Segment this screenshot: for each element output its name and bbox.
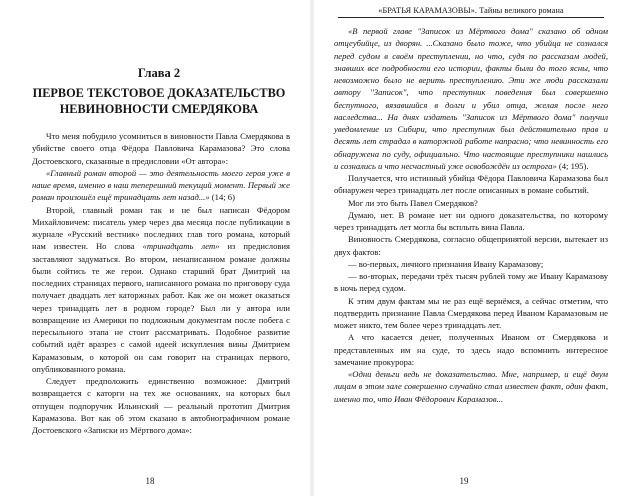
chapter-title bbox=[30, 85, 288, 117]
citation-ref: (4; 195). bbox=[556, 160, 589, 171]
left-page bbox=[0, 0, 310, 496]
chapter-title-line-2: НЕВИНОВНОСТИ СМЕРДЯКОВА bbox=[59, 102, 259, 116]
chapter-title-line-1: ПЕРВОЕ ТЕКСТОВОЕ ДОКАЗАТЕЛЬСТВО bbox=[32, 86, 286, 100]
quote-paragraph bbox=[334, 368, 608, 405]
chapter-label: Глава 2 bbox=[137, 66, 181, 80]
paragraph: Что меня побудило усомниться в виновности Павла Смердякова в убийстве своего отца Фёдора Павловича Карамазова? Это слова Достоевского, сказанные в предисловии «От автора»: bbox=[32, 131, 290, 166]
running-head: «БРАТЬЯ КАРАМАЗОВЫ». Тайны великого романа bbox=[338, 6, 604, 18]
quote-text: «Одни деньги ведь не доказательство. Мне, например, и ещё двум лицам в этом зале совершенно случайно стал известен факт, один факт, именно то, что Иван Фёдорович Карамазов... bbox=[334, 369, 608, 404]
paragraph: Думаю, нет. В романе нет ни одного доказательства, по которому через тринадцать лет могла бы всплыть вина Павла. bbox=[334, 209, 608, 232]
citation-ref: (14; 6) bbox=[209, 192, 235, 203]
right-body-text bbox=[334, 25, 608, 405]
paragraph: Получается, что истинный убийца Фёдора Павловича Карамазова был обнаружен через тринадцать лет после описанных в романе событий. bbox=[334, 173, 608, 196]
page-number-left: 18 bbox=[145, 476, 155, 486]
paragraph: К этим двум фактам мы не раз ещё вернёмся, а сейчас отметим, что подтвердить признание Павла Смердякова перед Иваном Карамазовым не может никто, тем более через тринадцать лет. bbox=[334, 295, 608, 330]
text-run: Второй, главный роман так и не был написан Фёдором Михайловичем: писатель умер через два месяца после публикации в журнале «Русский вестник» последних глав того романа, который нам известен. Но слова bbox=[32, 204, 290, 252]
list-item: — во-первых, личного признания Ивану Карамазову; bbox=[348, 258, 544, 269]
list-item: — во-вторых, передачи трёх тысяч рублей тому же Ивану Карамазову в ночь перед судом. bbox=[334, 271, 608, 294]
quote-text: «В первой главе "Записок из Мёртвого дома" сказано об одном отцеубийце, из дворян. ...Сказано было тоже, что убийца не сознался перед судом в своём преступлении, но что, судя по рассказам людей, знавших все подробности его истории, факты были до того ясны, что невозможно было не верить преступлению. Эти же люди рассказали автору "Записок", что преступник поведения был совершенно беспутного, вязавшийся в долги и убил отца, желая после него наследства... На днях издатель "Записок из Мёртвого дома" получил уведомление из Сибири, что преступник был действительно прав и десять лет страдал в каторжной работе напрасно; что невинность его обнаружена по суду, официально. Что настоящие преступники нашлись и сознались и что несчастный уже освобождён из острога» bbox=[334, 26, 608, 171]
paragraph: Виновность Смердякова, согласно общепринятой версии, вытекает из двух фактов: bbox=[334, 234, 608, 257]
paragraph: А что касается денег, полученных Иваном от Смердякова и представленных им на суде, то здесь надо вспомнить интересное замечание прокурора: bbox=[334, 332, 608, 367]
quote-text: «Главный роман второй — это деятельность моего героя уже в наше время, именно в наш теперешний текущий момент. Первый же роман произошёл ещё тринадцать лет назад...» bbox=[32, 167, 290, 203]
paragraph: Следует предположить единственно возможное: Дмитрий возвращается с каторги на тех же основаниях, на которых был отпущен подпоручик Ильинский — реальный прототип Дмитрия Карамазова. Вот как об этом сказано в автобиографичном романе Достоевского «Записки из Мёртвого дома»: bbox=[32, 376, 290, 435]
emphasis: «тринадцать лет» bbox=[142, 241, 220, 252]
text-run: из предисловия заставляют задуматься. Во втором, ненаписанном романе должны были сойтись те же герои. Однако старший брат Дмитрий на последних страницах первого, написанного романа по приговору суда получает двадцать лет каторжных работ. Как же он может оказаться через тринадцать лет в родном городе? Был ли у автора или возвращение из Америки по подложным документам после побега с пересыльного этапа не стоит рассматривать. Подобное развитие событий идёт вразрез с самой идеей искупления вины Дмитрием Карамазовым, о которой он сам говорит на страницах первого, опубликованного романа. bbox=[32, 241, 290, 374]
paragraph: Мог ли это быть Павел Смердяков? bbox=[348, 197, 478, 208]
page-number-right: 19 bbox=[459, 476, 469, 486]
right-page bbox=[314, 0, 624, 496]
quote-paragraph bbox=[32, 167, 290, 204]
paragraph bbox=[32, 204, 290, 376]
quote-paragraph bbox=[334, 25, 608, 172]
left-body-text bbox=[32, 130, 290, 436]
